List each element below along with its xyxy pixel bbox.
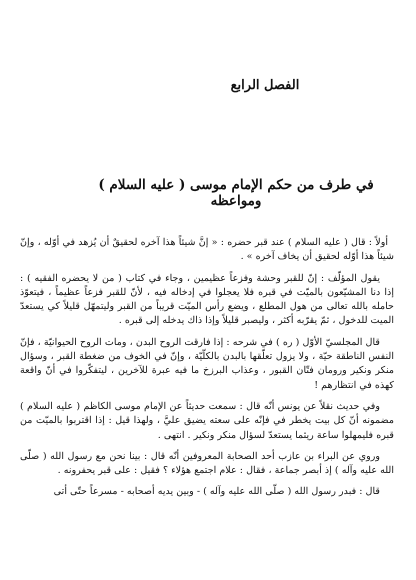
section-title: في طرف من حكم الإمام موسى ( عليه السلام ) ومواعظه — [98, 177, 374, 209]
paragraph: وفي حديث نقلاً عن يونس أنّه قال : سمعت حديثاً عن الإمام موسى الكاظم ( عليه السلام ) مضمونه أنّ كل بيت يخطر في فإنّه على سعته يضيق عليَّ ، ولهذا قيل : إذا اقتربوا بالميّت من قبره فليمهلوا ساعة ريثما يستعدّ لسؤال منكر ونكير . انتهى . — [20, 400, 394, 441]
body-text — [20, 236, 394, 507]
paragraph: أولاً : قال ( عليه السلام ) عند قبر حضره : « إنَّ شيئاً هذا آخره لحقيقٌ أن يُزهد في أوّله ، وإنّ شيئاً هذا أوّله لحقيق أن يخاف آخره » . — [20, 237, 394, 263]
paragraph: يقول المؤلّف : إنّ للقبر وحشة وفزعاً عظيمين ، وجاء في كتاب ( من لا يحضره الفقيه ) : إذا دنا المشيّعون بالميّت في قبره فلا يعجلوا في إدخاله فيه ، لأنّ للقبر فزعاً عظيماً ، فيتعوّذ حامله بالله تعالى من هول المطلع ، ويضع رأس الميّت قريباً من القبر وليتمهّل قليلاً كي يستعدّ الميت للدخول ، ثمّ يقرّبه أكثر ، وليصبر قليلاً وإذا ذاك يدخله إلى قبره . — [20, 272, 394, 327]
paragraph: قال المجلسيّ الأوّل ( ره ) في شرحه : إذا فارقت الروح البدن ، ومات الروح الحيوانيّة ، فإنّ النفس الناطقة حيّة ، ولا يزول تعلّقها بالبدن بالكلّيّة ، وإنّ في الخوف من ضغطة القبر ، وسؤال منكر ونكير ورومان فتّان القبور ، وعذاب البرزخ ما فيه عبرة للآخرين ، ليتفكّروا في أنّ واقعة كهذه في انتظارهم ! — [20, 336, 394, 391]
paragraph: قال : فبدر رسول الله ( صلّى الله عليه وآله ) - وبين يديه أصحابه - مسرعاً حتّى أتى — [53, 486, 380, 498]
chapter-label: الفصل الرابع — [230, 78, 300, 93]
paragraph: وروي عن البراء بن عازب أحد الصحابة المعروفين أنّه قال : بينا نحن مع رسول الله ( صلّى الله عليه وآله ) إذ أبصر جماعة ، فقال : علام اجتمع هؤلاء ؟ فقيل : على قبر يحفرونه . — [20, 450, 394, 477]
